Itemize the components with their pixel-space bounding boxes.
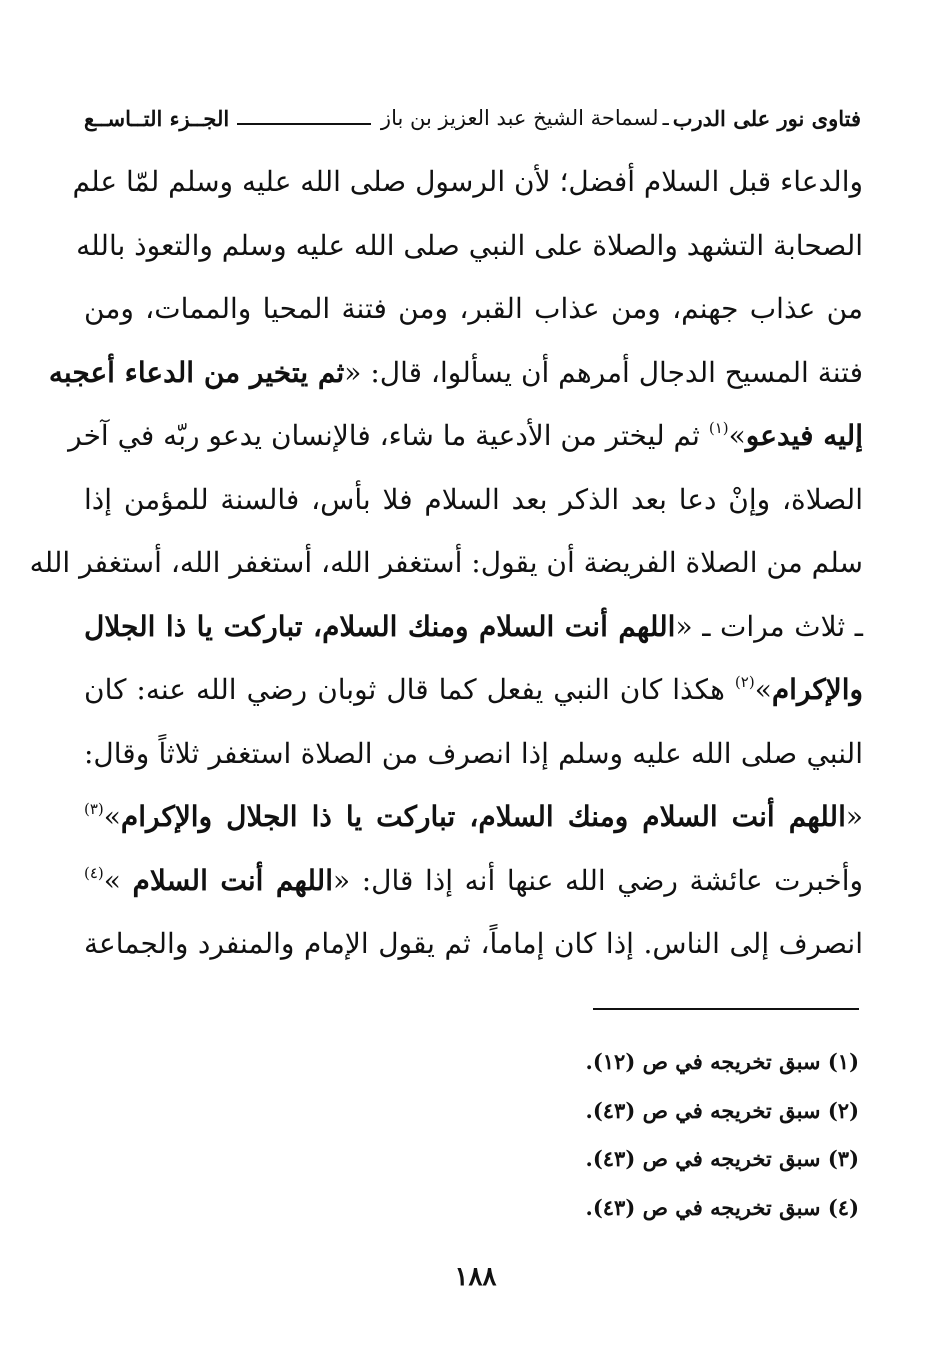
text-line: [84, 912, 863, 976]
page-number: ١٨٨: [454, 1262, 497, 1292]
footnote-ref: (١): [708, 419, 729, 437]
text-run: وأخبرت عائشة رضي الله عنها أنه إذا قال: «: [332, 863, 863, 897]
footnote-2: (٢) سبق تخريجه في ص (٤٣).: [585, 1097, 859, 1123]
text-line: [29, 531, 863, 595]
text-run: »: [103, 863, 133, 897]
text-line: [84, 595, 863, 659]
footnote-4: (٤) سبق تخريجه في ص (٤٣).: [585, 1194, 859, 1220]
author-line: لسماحة الشيخ عبد العزيز بن باز: [380, 106, 659, 130]
quoted-supplication: اللهم أنت السلام ومنك السلام، تباركت يا ذا الجلال والإكرام: [120, 800, 846, 833]
footnote-ref: (٣): [84, 800, 104, 818]
text-line: [84, 277, 863, 341]
book-series-title: فتاوى نور على الدرب: [672, 105, 861, 131]
quoted-supplication: والإكرام: [771, 673, 863, 706]
text-line: [84, 658, 863, 722]
quoted-supplication: اللهم أنت السلام ومنك السلام، تباركت يا ذا الجلال: [84, 609, 676, 643]
text-line: [84, 785, 863, 849]
footnote-separator: [593, 1008, 859, 1010]
text-run: «: [845, 800, 863, 833]
quoted-supplication: اللهم أنت السلام: [132, 863, 333, 897]
text-line: [84, 468, 863, 532]
footnote-ref: (٤): [84, 863, 104, 882]
volume-part-label: الجــزء التــاســع: [84, 105, 230, 131]
header-separator: ـ: [662, 106, 669, 130]
body-text: [29, 150, 863, 976]
text-run: الصحابة التشهد والصلاة على النبي صلى الله عليه وسلم والتعوذ بالله: [76, 228, 863, 262]
text-line: [84, 849, 863, 913]
footnote-ref: (٢): [734, 673, 755, 691]
text-run: ثم ليختر من الأدعية ما شاء، فالإنسان يدعو ربّه في آخر: [68, 419, 709, 452]
text-run: سلم من الصلاة الفريضة أن يقول: أستغفر الله، أستغفر الله، أستغفر الله: [29, 546, 863, 579]
text-line: [72, 150, 863, 214]
footnotes: [459, 1038, 859, 1232]
footnote-3: (٣) سبق تخريجه في ص (٤٣).: [585, 1146, 859, 1171]
text-line: [68, 404, 863, 468]
text-run: »: [754, 673, 772, 706]
text-line: [84, 722, 863, 786]
footnote-1: (١) سبق تخريجه في ص (١٢).: [585, 1049, 859, 1074]
text-run: من عذاب جهنم، ومن عذاب القبر، ومن فتنة المحيا والممات، ومن: [84, 292, 863, 325]
text-line: [48, 341, 863, 405]
quoted-supplication: إليه فيدعو: [745, 419, 863, 452]
text-run: الصلاة، وإنْ دعا بعد الذكر بعد السلام فلا بأس، فالسنة للمؤمن إذا: [84, 482, 863, 516]
text-run: هكذا كان النبي يفعل كما قال ثوبان رضي الله عنه: كان: [84, 673, 735, 706]
text-run: فتنة المسيح الدجال أمرهم أن يسألوا، قال: «: [344, 355, 863, 389]
text-run: والدعاء قبل السلام أفضل؛ لأن الرسول صلى الله عليه وسلم لمّا علم: [72, 165, 863, 198]
text-run: ـ ثلاث مرات ـ «: [675, 609, 863, 643]
quoted-supplication: ثم يتخير من الدعاء أعجبه: [48, 355, 345, 389]
text-run: »: [728, 419, 746, 452]
text-run: انصرف إلى الناس. إذا كان إماماً، ثم يقول الإمام والمنفرد والجماعة: [84, 927, 863, 960]
text-run: »: [103, 800, 121, 833]
header-rule: [237, 123, 371, 125]
running-header: [84, 96, 861, 140]
text-line: [76, 214, 863, 278]
text-run: النبي صلى الله عليه وسلم إذا انصرف من الصلاة استغفر ثلاثاً وقال:: [84, 736, 863, 770]
